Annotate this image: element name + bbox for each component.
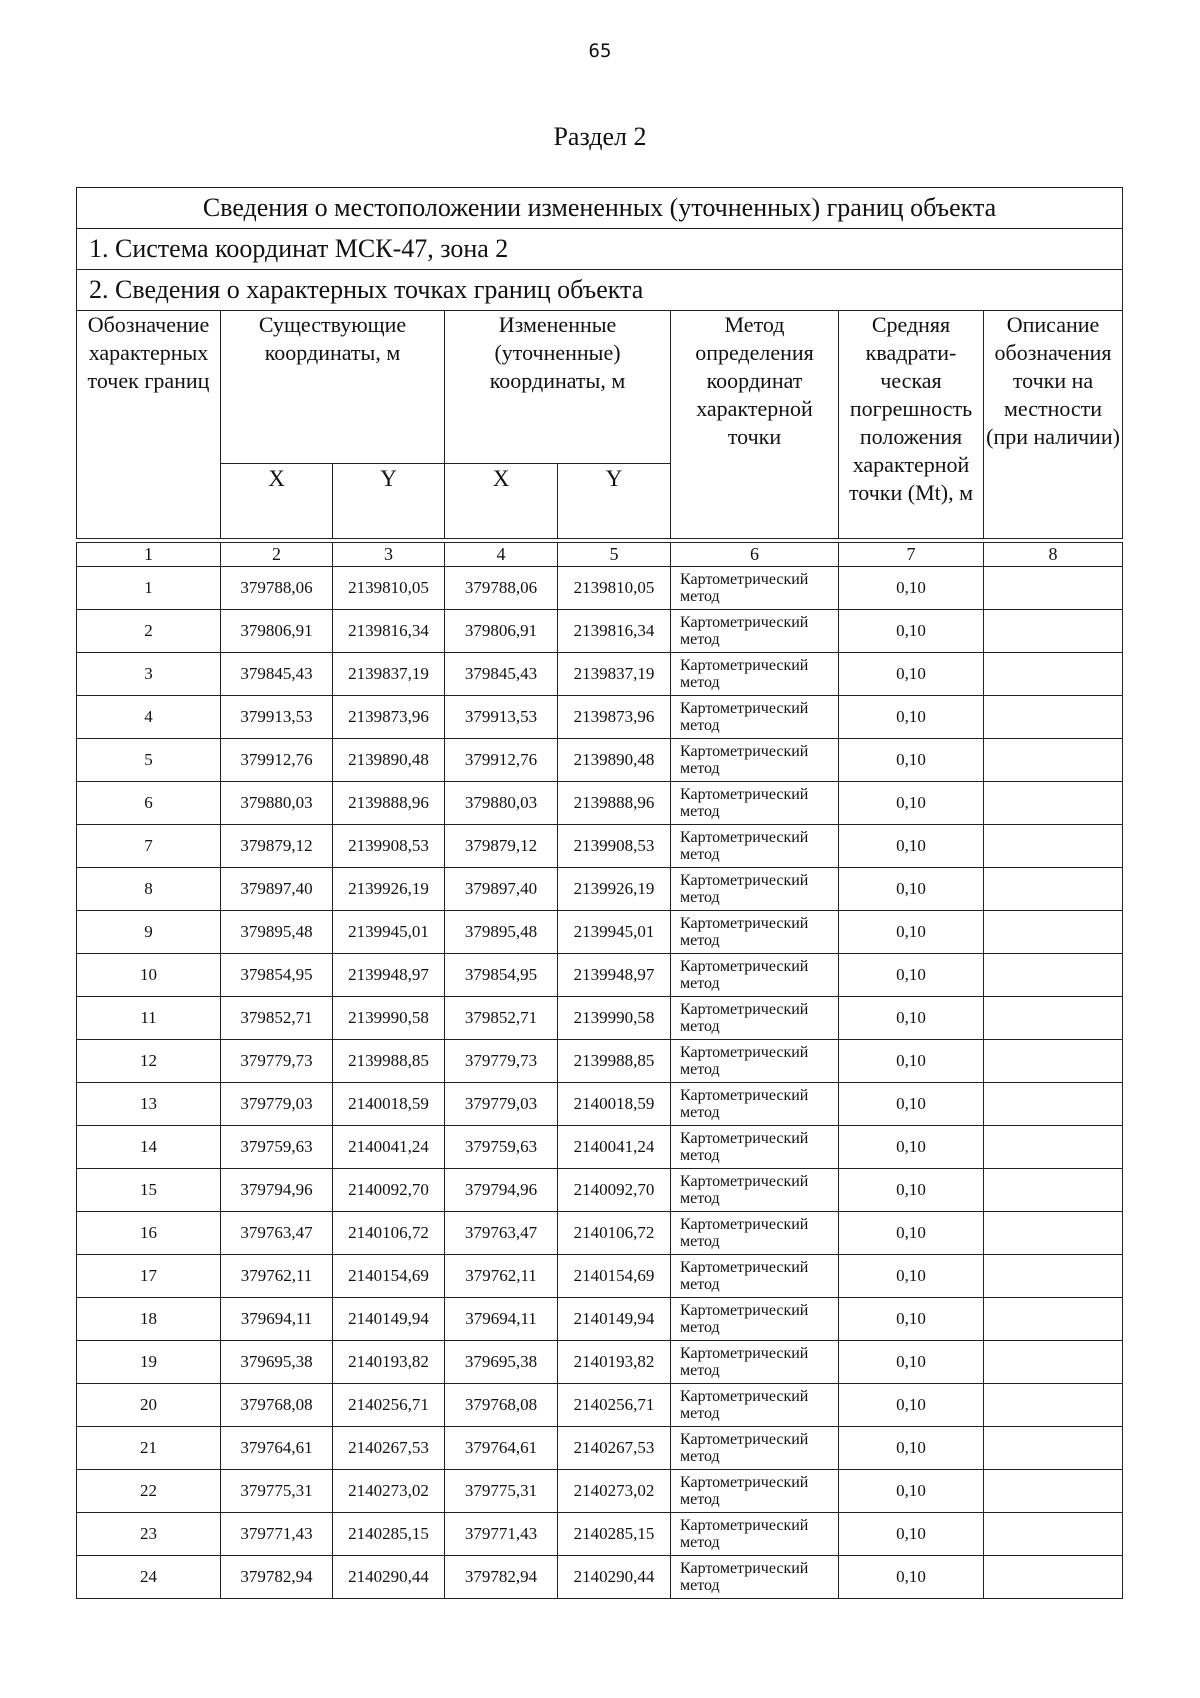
existing-y: 2139945,01	[333, 911, 445, 954]
existing-y: 2140285,15	[333, 1513, 445, 1556]
method: Картометрический метод	[671, 1212, 839, 1255]
point-number: 4	[77, 696, 221, 739]
method: Картометрический метод	[671, 696, 839, 739]
existing-y: 2139890,48	[333, 739, 445, 782]
method: Картометрический метод	[671, 911, 839, 954]
existing-x: 379782,94	[221, 1556, 333, 1599]
mean-square-error: 0,10	[839, 1169, 984, 1212]
table-row	[77, 997, 1123, 1040]
table-row	[77, 911, 1123, 954]
existing-y: 2140041,24	[333, 1126, 445, 1169]
point-description	[984, 1212, 1123, 1255]
changed-x: 379913,53	[445, 696, 558, 739]
existing-x: 379694,11	[221, 1298, 333, 1341]
changed-x: 379759,63	[445, 1126, 558, 1169]
existing-y: 2139908,53	[333, 825, 445, 868]
existing-x: 379852,71	[221, 997, 333, 1040]
existing-x: 379759,63	[221, 1126, 333, 1169]
changed-x: 379779,73	[445, 1040, 558, 1083]
point-number: 18	[77, 1298, 221, 1341]
point-number: 9	[77, 911, 221, 954]
existing-y: 2140106,72	[333, 1212, 445, 1255]
point-number: 2	[77, 610, 221, 653]
method: Картометрический метод	[671, 739, 839, 782]
column-number: 8	[984, 543, 1123, 567]
changed-y: 2139908,53	[558, 825, 671, 868]
col-changed-coords: Измененные (уточненные) координаты, м	[445, 311, 671, 464]
coordinate-system: 1. Система координат МСК-47, зона 2	[77, 229, 1123, 270]
changed-x: 379879,12	[445, 825, 558, 868]
point-description	[984, 1083, 1123, 1126]
table-row	[77, 1212, 1123, 1255]
point-number: 10	[77, 954, 221, 997]
col-point-designation: Обозначение характерных точек границ	[77, 311, 221, 539]
col-changed-y: Y	[558, 464, 671, 539]
point-number: 24	[77, 1556, 221, 1599]
point-number: 17	[77, 1255, 221, 1298]
existing-y: 2140273,02	[333, 1470, 445, 1513]
point-description	[984, 782, 1123, 825]
table-row	[77, 1341, 1123, 1384]
point-description	[984, 739, 1123, 782]
table-row	[77, 1513, 1123, 1556]
table-row	[77, 696, 1123, 739]
existing-x: 379880,03	[221, 782, 333, 825]
existing-x: 379775,31	[221, 1470, 333, 1513]
mean-square-error: 0,10	[839, 954, 984, 997]
changed-y: 2140267,53	[558, 1427, 671, 1470]
point-number: 14	[77, 1126, 221, 1169]
changed-y: 2139810,05	[558, 567, 671, 610]
changed-x: 379779,03	[445, 1083, 558, 1126]
changed-x: 379854,95	[445, 954, 558, 997]
point-number: 19	[77, 1341, 221, 1384]
existing-y: 2139948,97	[333, 954, 445, 997]
existing-x: 379788,06	[221, 567, 333, 610]
mean-square-error: 0,10	[839, 997, 984, 1040]
point-description	[984, 1427, 1123, 1470]
changed-x: 379775,31	[445, 1470, 558, 1513]
changed-x: 379880,03	[445, 782, 558, 825]
point-number: 15	[77, 1169, 221, 1212]
column-number: 4	[445, 543, 558, 567]
changed-y: 2139816,34	[558, 610, 671, 653]
changed-x: 379794,96	[445, 1169, 558, 1212]
existing-x: 379794,96	[221, 1169, 333, 1212]
column-number: 3	[333, 543, 445, 567]
table-row	[77, 1470, 1123, 1513]
existing-y: 2139988,85	[333, 1040, 445, 1083]
existing-x: 379912,76	[221, 739, 333, 782]
point-description	[984, 653, 1123, 696]
col-existing-y: Y	[333, 464, 445, 539]
section-title: Раздел 2	[553, 122, 647, 151]
method: Картометрический метод	[671, 1083, 839, 1126]
col-description: Описание обозначения точки на местности (при наличии)	[984, 311, 1123, 539]
existing-x: 379854,95	[221, 954, 333, 997]
point-description	[984, 610, 1123, 653]
point-description	[984, 1126, 1123, 1169]
table-row	[77, 1169, 1123, 1212]
method: Картометрический метод	[671, 1384, 839, 1427]
changed-x: 379806,91	[445, 610, 558, 653]
point-number: 22	[77, 1470, 221, 1513]
mean-square-error: 0,10	[839, 1040, 984, 1083]
changed-x: 379764,61	[445, 1427, 558, 1470]
existing-y: 2139873,96	[333, 696, 445, 739]
method: Картометрический метод	[671, 1556, 839, 1599]
existing-y: 2139837,19	[333, 653, 445, 696]
method: Картометрический метод	[671, 782, 839, 825]
changed-y: 2139990,58	[558, 997, 671, 1040]
existing-y: 2139816,34	[333, 610, 445, 653]
existing-x: 379895,48	[221, 911, 333, 954]
point-number: 21	[77, 1427, 221, 1470]
existing-x: 379764,61	[221, 1427, 333, 1470]
point-number: 23	[77, 1513, 221, 1556]
changed-y: 2140092,70	[558, 1169, 671, 1212]
existing-y: 2140154,69	[333, 1255, 445, 1298]
existing-x: 379771,43	[221, 1513, 333, 1556]
existing-y: 2139810,05	[333, 567, 445, 610]
column-number: 2	[221, 543, 333, 567]
changed-x: 379895,48	[445, 911, 558, 954]
table-row	[77, 1384, 1123, 1427]
method: Картометрический метод	[671, 1040, 839, 1083]
changed-x: 379782,94	[445, 1556, 558, 1599]
mean-square-error: 0,10	[839, 911, 984, 954]
changed-x: 379695,38	[445, 1341, 558, 1384]
existing-x: 379779,73	[221, 1040, 333, 1083]
changed-y: 2140290,44	[558, 1556, 671, 1599]
existing-y: 2140149,94	[333, 1298, 445, 1341]
mean-square-error: 0,10	[839, 1427, 984, 1470]
mean-square-error: 0,10	[839, 825, 984, 868]
method: Картометрический метод	[671, 954, 839, 997]
changed-y: 2139926,19	[558, 868, 671, 911]
method: Картометрический метод	[671, 1513, 839, 1556]
changed-y: 2139945,01	[558, 911, 671, 954]
table-row	[77, 1083, 1123, 1126]
existing-x: 379913,53	[221, 696, 333, 739]
point-number: 1	[77, 567, 221, 610]
point-description	[984, 868, 1123, 911]
col-existing-coords: Существующие координаты, м	[221, 311, 445, 464]
table-row	[77, 825, 1123, 868]
point-description	[984, 1470, 1123, 1513]
changed-y: 2139988,85	[558, 1040, 671, 1083]
point-description	[984, 825, 1123, 868]
point-description	[984, 1384, 1123, 1427]
point-number: 16	[77, 1212, 221, 1255]
mean-square-error: 0,10	[839, 868, 984, 911]
existing-y: 2140256,71	[333, 1384, 445, 1427]
changed-y: 2140149,94	[558, 1298, 671, 1341]
method: Картометрический метод	[671, 1255, 839, 1298]
changed-y: 2140154,69	[558, 1255, 671, 1298]
table-row	[77, 739, 1123, 782]
method: Картометрический метод	[671, 1341, 839, 1384]
changed-y: 2139888,96	[558, 782, 671, 825]
mean-square-error: 0,10	[839, 739, 984, 782]
col-existing-x: X	[221, 464, 333, 539]
existing-x: 379806,91	[221, 610, 333, 653]
changed-x: 379788,06	[445, 567, 558, 610]
point-description	[984, 997, 1123, 1040]
mean-square-error: 0,10	[839, 696, 984, 739]
table-row	[77, 653, 1123, 696]
changed-y: 2140041,24	[558, 1126, 671, 1169]
mean-square-error: 0,10	[839, 1341, 984, 1384]
point-number: 8	[77, 868, 221, 911]
point-description	[984, 1341, 1123, 1384]
point-description	[984, 1513, 1123, 1556]
mean-square-error: 0,10	[839, 1298, 984, 1341]
mean-square-error: 0,10	[839, 1255, 984, 1298]
point-number: 6	[77, 782, 221, 825]
table-row	[77, 1556, 1123, 1599]
existing-y: 2140092,70	[333, 1169, 445, 1212]
existing-x: 379762,11	[221, 1255, 333, 1298]
point-description	[984, 911, 1123, 954]
method: Картометрический метод	[671, 567, 839, 610]
point-number: 11	[77, 997, 221, 1040]
point-description	[984, 1298, 1123, 1341]
table-row	[77, 1427, 1123, 1470]
changed-y: 2140106,72	[558, 1212, 671, 1255]
method: Картометрический метод	[671, 997, 839, 1040]
column-number-row	[77, 543, 1123, 567]
existing-x: 379768,08	[221, 1384, 333, 1427]
table-row	[77, 868, 1123, 911]
changed-y: 2140018,59	[558, 1083, 671, 1126]
changed-x: 379771,43	[445, 1513, 558, 1556]
point-number: 12	[77, 1040, 221, 1083]
column-number: 7	[839, 543, 984, 567]
point-number: 5	[77, 739, 221, 782]
point-number: 13	[77, 1083, 221, 1126]
point-description	[984, 567, 1123, 610]
point-description	[984, 1169, 1123, 1212]
column-number: 6	[671, 543, 839, 567]
changed-x: 379762,11	[445, 1255, 558, 1298]
method: Картометрический метод	[671, 653, 839, 696]
changed-y: 2140193,82	[558, 1341, 671, 1384]
mean-square-error: 0,10	[839, 610, 984, 653]
mean-square-error: 0,10	[839, 782, 984, 825]
data-table	[76, 542, 1123, 1599]
mean-square-error: 0,10	[839, 1470, 984, 1513]
point-description	[984, 696, 1123, 739]
changed-y: 2139948,97	[558, 954, 671, 997]
table-row	[77, 1126, 1123, 1169]
changed-x: 379845,43	[445, 653, 558, 696]
table-row	[77, 1040, 1123, 1083]
point-number: 3	[77, 653, 221, 696]
mean-square-error: 0,10	[839, 567, 984, 610]
mean-square-error: 0,10	[839, 1384, 984, 1427]
changed-x: 379852,71	[445, 997, 558, 1040]
method: Картометрический метод	[671, 1126, 839, 1169]
mean-square-error: 0,10	[839, 1212, 984, 1255]
table-row	[77, 610, 1123, 653]
changed-x: 379694,11	[445, 1298, 558, 1341]
mean-square-error: 0,10	[839, 1513, 984, 1556]
mean-square-error: 0,10	[839, 1556, 984, 1599]
changed-x: 379763,47	[445, 1212, 558, 1255]
changed-x: 379897,40	[445, 868, 558, 911]
changed-x: 379912,76	[445, 739, 558, 782]
page-number: 65	[588, 40, 612, 62]
col-changed-x: X	[445, 464, 558, 539]
method: Картометрический метод	[671, 868, 839, 911]
changed-y: 2140285,15	[558, 1513, 671, 1556]
point-number: 7	[77, 825, 221, 868]
changed-y: 2139837,19	[558, 653, 671, 696]
point-description	[984, 1255, 1123, 1298]
existing-y: 2140193,82	[333, 1341, 445, 1384]
existing-x: 379897,40	[221, 868, 333, 911]
mean-square-error: 0,10	[839, 653, 984, 696]
col-error: Средняя квадрати-ческая погрешность положения характерной точки (Mt), м	[839, 311, 984, 539]
existing-x: 379763,47	[221, 1212, 333, 1255]
table-title: Сведения о местоположении измененных (уточненных) границ объекта	[77, 188, 1123, 229]
method: Картометрический метод	[671, 610, 839, 653]
point-description	[984, 1040, 1123, 1083]
column-number: 5	[558, 543, 671, 567]
changed-x: 379768,08	[445, 1384, 558, 1427]
existing-y: 2140267,53	[333, 1427, 445, 1470]
changed-y: 2139890,48	[558, 739, 671, 782]
existing-y: 2140018,59	[333, 1083, 445, 1126]
method: Картометрический метод	[671, 1427, 839, 1470]
method: Картометрический метод	[671, 825, 839, 868]
changed-y: 2140256,71	[558, 1384, 671, 1427]
table-row	[77, 782, 1123, 825]
existing-x: 379845,43	[221, 653, 333, 696]
points-heading: 2. Сведения о характерных точках границ объекта	[77, 270, 1123, 311]
existing-x: 379695,38	[221, 1341, 333, 1384]
existing-x: 379779,03	[221, 1083, 333, 1126]
column-number: 1	[77, 543, 221, 567]
existing-x: 379879,12	[221, 825, 333, 868]
mean-square-error: 0,10	[839, 1083, 984, 1126]
header-table	[76, 187, 1123, 539]
existing-y: 2140290,44	[333, 1556, 445, 1599]
table-row	[77, 567, 1123, 610]
table-row	[77, 1255, 1123, 1298]
mean-square-error: 0,10	[839, 1126, 984, 1169]
method: Картометрический метод	[671, 1169, 839, 1212]
changed-y: 2139873,96	[558, 696, 671, 739]
method: Картометрический метод	[671, 1298, 839, 1341]
existing-y: 2139990,58	[333, 997, 445, 1040]
col-method: Метод определения координат характерной точки	[671, 311, 839, 539]
point-description	[984, 1556, 1123, 1599]
existing-y: 2139888,96	[333, 782, 445, 825]
method: Картометрический метод	[671, 1470, 839, 1513]
existing-y: 2139926,19	[333, 868, 445, 911]
point-description	[984, 954, 1123, 997]
point-number: 20	[77, 1384, 221, 1427]
table-row	[77, 1298, 1123, 1341]
table-row	[77, 954, 1123, 997]
changed-y: 2140273,02	[558, 1470, 671, 1513]
